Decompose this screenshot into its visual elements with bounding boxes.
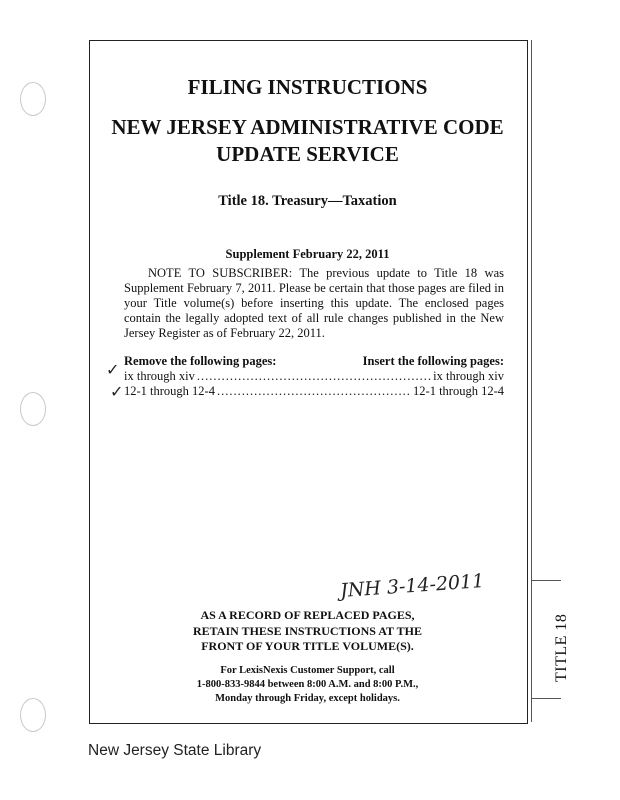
support-line-2: 1-800-833-9844 between 8:00 A.M. and 8:00 P.M., (196, 679, 419, 690)
insert-pages-header: Insert the following pages: (362, 354, 504, 368)
document-subtitle (89, 114, 526, 168)
supplement-date: Supplement February 22, 2011 (225, 247, 390, 261)
customer-support-info (89, 664, 526, 706)
remove-pages-cell: 12-1 through 12-4 (124, 384, 215, 398)
subtitle-line-1: NEW JERSEY ADMINISTRATIVE CODE (111, 115, 504, 139)
side-tab-divider (531, 40, 532, 722)
punch-hole-top (20, 82, 46, 116)
record-line-3: FRONT OF YOUR TITLE VOLUME(S). (201, 639, 414, 653)
dot-leader (217, 384, 411, 399)
pages-table-row (124, 384, 504, 399)
library-stamp: New Jersey State Library (88, 742, 262, 759)
dot-leader (197, 369, 431, 384)
record-line-1: AS A RECORD OF REPLACED PAGES, (200, 608, 415, 622)
side-tab-top-rule (531, 580, 561, 581)
insert-pages-cell: ix through xiv (433, 369, 504, 383)
subscriber-note (124, 266, 504, 341)
code-title: Title 18. Treasury—Taxation (218, 193, 397, 209)
side-tab-label: TITLE 18 (553, 613, 570, 682)
support-line-3: Monday through Friday, except holidays. (215, 693, 400, 704)
handwritten-initials-date: JNH 3-14-2011 (339, 569, 485, 603)
punch-hole-middle (20, 392, 46, 426)
punch-hole-bottom (20, 698, 46, 732)
insert-pages-cell: 12-1 through 12-4 (413, 384, 504, 398)
subtitle-line-2: UPDATE SERVICE (216, 142, 399, 166)
subscriber-note-text: NOTE TO SUBSCRIBER: The previous update to Title 18 was Supplement February 7, 2011. Please be certain that those pages are filed in your Title volume(s) before inserting this update. The enclosed pages contain the legally adopted text of all rule changes published in the New Jersey Register as of February 22, 2011. (124, 266, 504, 340)
handwritten-check-mark: ✓ (110, 382, 124, 401)
remove-pages-header: Remove the following pages: (124, 354, 277, 368)
pages-table-row (124, 369, 504, 384)
side-tab-bottom-rule (531, 698, 561, 699)
record-line-2: RETAIN THESE INSTRUCTIONS AT THE (193, 623, 422, 638)
record-instructions (89, 608, 526, 655)
support-line-1: For LexisNexis Customer Support, call (220, 665, 395, 676)
pages-table-header (124, 354, 504, 369)
remove-pages-cell: ix through xiv (124, 369, 195, 383)
document-title: FILING INSTRUCTIONS (187, 75, 428, 99)
handwritten-check-mark: ✓ (106, 360, 120, 379)
